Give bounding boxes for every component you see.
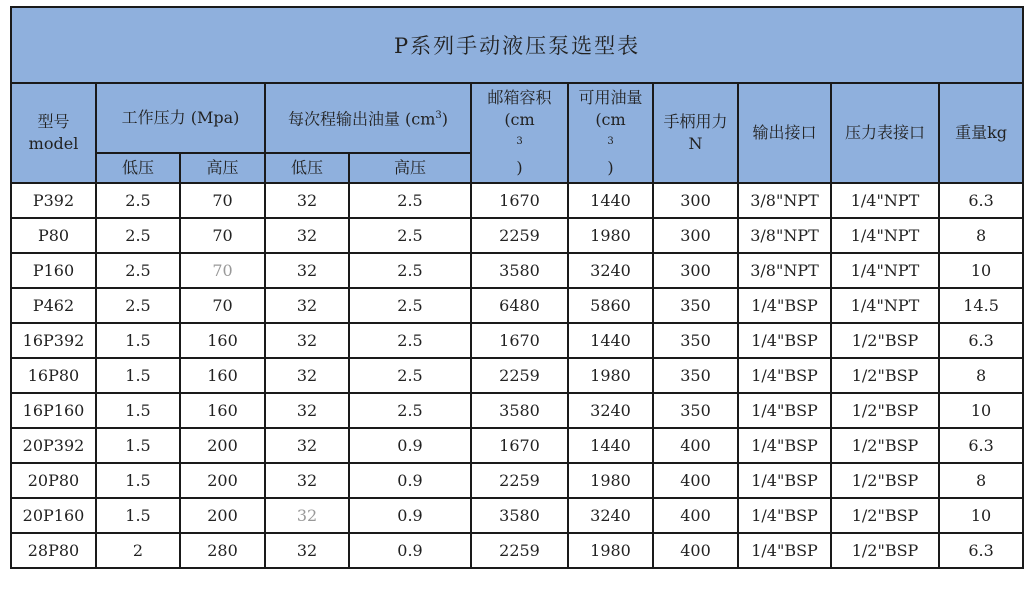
cell-handle-force: 400 [653, 498, 738, 533]
cell-usable-oil: 1440 [568, 323, 653, 358]
cell-usable-oil: 5860 [568, 288, 653, 323]
table-row [11, 463, 1023, 498]
cell-usable-oil: 3240 [568, 498, 653, 533]
cell-gauge-port: 1/2"BSP [831, 428, 939, 463]
cell-oil-low: 32 [265, 288, 349, 323]
cell-gauge-port: 1/4"NPT [831, 253, 939, 288]
cell-oil-high: 2.5 [349, 183, 471, 218]
cell-outlet-port: 1/4"BSP [738, 463, 831, 498]
cell-pressure-high: 70 [180, 253, 265, 288]
spec-sheet [10, 6, 1022, 582]
header-model-cn: 型号 [37, 112, 70, 131]
table-row [11, 218, 1023, 253]
cell-pressure-high: 70 [180, 218, 265, 253]
table-row [11, 323, 1023, 358]
cell-weight: 8 [939, 218, 1023, 253]
cell-gauge-port: 1/2"BSP [831, 323, 939, 358]
header-oil-sup: 3 [435, 110, 442, 122]
cell-oil-high: 2.5 [349, 288, 471, 323]
cell-oil-high: 0.9 [349, 463, 471, 498]
header-usable-unit-text: (cm [595, 110, 626, 130]
cell-weight: 10 [939, 498, 1023, 533]
cell-usable-oil: 1980 [568, 218, 653, 253]
cell-usable-oil: 3240 [568, 253, 653, 288]
cell-gauge-port: 1/2"BSP [831, 463, 939, 498]
cell-handle-force: 350 [653, 358, 738, 393]
cell-tank-volume: 1670 [471, 323, 568, 358]
cell-pressure-low: 1.5 [96, 428, 180, 463]
cell-oil-high: 2.5 [349, 393, 471, 428]
cell-weight: 6.3 [939, 323, 1023, 358]
header-tank-cn: 邮箱容积 [487, 88, 552, 108]
cell-handle-force: 400 [653, 428, 738, 463]
cell-tank-volume: 2259 [471, 358, 568, 393]
header-usable-close: ) [607, 157, 614, 177]
header-oil-low: 低压 [265, 153, 349, 183]
cell-outlet-port: 3/8"NPT [738, 183, 831, 218]
cell-pressure-high: 70 [180, 288, 265, 323]
cell-weight: 6.3 [939, 183, 1023, 218]
cell-oil-low: 32 [265, 183, 349, 218]
cell-model: 16P392 [11, 323, 96, 358]
cell-outlet-port: 1/4"BSP [738, 393, 831, 428]
cell-model: P160 [11, 253, 96, 288]
cell-handle-force: 350 [653, 323, 738, 358]
cell-usable-oil: 1980 [568, 358, 653, 393]
cell-tank-volume: 1670 [471, 428, 568, 463]
cell-pressure-low: 1.5 [96, 358, 180, 393]
cell-oil-low: 32 [265, 498, 349, 533]
header-pressure-high: 高压 [180, 153, 265, 183]
cell-usable-oil: 1980 [568, 533, 653, 568]
cell-oil-low: 32 [265, 533, 349, 568]
cell-gauge-port: 1/2"BSP [831, 533, 939, 568]
cell-outlet-port: 1/4"BSP [738, 428, 831, 463]
header-handle-cn: 手柄用力 [663, 112, 728, 131]
header-outlet: 输出接口 [738, 83, 831, 183]
cell-gauge-port: 1/4"NPT [831, 183, 939, 218]
cell-outlet-port: 3/8"NPT [738, 218, 831, 253]
cell-outlet-port: 1/4"BSP [738, 358, 831, 393]
cell-pressure-high: 160 [180, 358, 265, 393]
cell-weight: 8 [939, 358, 1023, 393]
cell-usable-oil: 1980 [568, 463, 653, 498]
cell-handle-force: 300 [653, 183, 738, 218]
header-gauge: 压力表接口 [831, 83, 939, 183]
cell-gauge-port: 1/2"BSP [831, 358, 939, 393]
cell-tank-volume: 6480 [471, 288, 568, 323]
cell-gauge-port: 1/2"BSP [831, 393, 939, 428]
header-oil-text: 每次程输出油量 (cm [287, 109, 436, 129]
header-usable-cn: 可用油量 [578, 88, 643, 108]
cell-outlet-port: 1/4"BSP [738, 498, 831, 533]
header-handle-unit: N [688, 134, 703, 153]
header-tank-unit [472, 109, 567, 178]
cell-model: 16P160 [11, 393, 96, 428]
cell-gauge-port: 1/4"NPT [831, 288, 939, 323]
cell-tank-volume: 3580 [471, 253, 568, 288]
header-pressure: 工作压力 (Mpa) [96, 83, 265, 153]
cell-handle-force: 400 [653, 533, 738, 568]
cell-gauge-port: 1/4"NPT [831, 218, 939, 253]
cell-pressure-low: 2 [96, 533, 180, 568]
cell-usable-oil: 3240 [568, 393, 653, 428]
cell-oil-low: 32 [265, 428, 349, 463]
cell-oil-low: 32 [265, 218, 349, 253]
header-weight: 重量kg [939, 83, 1023, 183]
header-oil-output [265, 83, 471, 153]
cell-pressure-high: 70 [180, 183, 265, 218]
cell-pressure-high: 200 [180, 498, 265, 533]
cell-outlet-port: 1/4"BSP [738, 533, 831, 568]
header-model-en: model [28, 134, 79, 153]
header-usable-sup: 3 [607, 136, 614, 148]
cell-oil-high: 2.5 [349, 218, 471, 253]
cell-weight: 10 [939, 393, 1023, 428]
header-tank [471, 83, 568, 183]
cell-tank-volume: 3580 [471, 498, 568, 533]
cell-tank-volume: 3580 [471, 393, 568, 428]
header-pressure-low: 低压 [96, 153, 180, 183]
table-row [11, 358, 1023, 393]
table-row [11, 393, 1023, 428]
cell-handle-force: 300 [653, 253, 738, 288]
cell-tank-volume: 1670 [471, 183, 568, 218]
cell-pressure-low: 1.5 [96, 498, 180, 533]
cell-model: 16P80 [11, 358, 96, 393]
cell-tank-volume: 2259 [471, 463, 568, 498]
cell-pressure-low: 1.5 [96, 393, 180, 428]
cell-model: P462 [11, 288, 96, 323]
cell-pressure-high: 280 [180, 533, 265, 568]
cell-handle-force: 350 [653, 393, 738, 428]
cell-model: P80 [11, 218, 96, 253]
cell-model: P392 [11, 183, 96, 218]
table-body [11, 183, 1023, 568]
header-tank-sup: 3 [516, 136, 523, 148]
cell-pressure-low: 2.5 [96, 218, 180, 253]
cell-usable-oil: 1440 [568, 428, 653, 463]
cell-handle-force: 300 [653, 218, 738, 253]
cell-oil-high: 2.5 [349, 358, 471, 393]
cell-weight: 14.5 [939, 288, 1023, 323]
header-usable [568, 83, 653, 183]
table-row [11, 533, 1023, 568]
header-tank-close: ) [516, 157, 523, 177]
cell-outlet-port: 1/4"BSP [738, 288, 831, 323]
header-model [11, 83, 96, 183]
cell-oil-high: 2.5 [349, 323, 471, 358]
cell-handle-force: 350 [653, 288, 738, 323]
cell-pressure-low: 2.5 [96, 288, 180, 323]
header-oil-close: ) [441, 109, 449, 129]
table-row [11, 183, 1023, 218]
cell-weight: 6.3 [939, 428, 1023, 463]
cell-pressure-low: 1.5 [96, 323, 180, 358]
header-handle [653, 83, 738, 183]
cell-handle-force: 400 [653, 463, 738, 498]
cell-pressure-high: 160 [180, 323, 265, 358]
cell-pressure-high: 200 [180, 428, 265, 463]
selection-table [10, 6, 1024, 569]
cell-oil-high: 2.5 [349, 253, 471, 288]
cell-pressure-low: 1.5 [96, 463, 180, 498]
cell-tank-volume: 2259 [471, 533, 568, 568]
table-row [11, 498, 1023, 533]
table-row [11, 428, 1023, 463]
cell-tank-volume: 2259 [471, 218, 568, 253]
cell-oil-low: 32 [265, 393, 349, 428]
cell-pressure-low: 2.5 [96, 183, 180, 218]
cell-weight: 8 [939, 463, 1023, 498]
cell-oil-high: 0.9 [349, 498, 471, 533]
cell-model: 20P80 [11, 463, 96, 498]
header-usable-unit [569, 109, 652, 178]
cell-gauge-port: 1/2"BSP [831, 498, 939, 533]
cell-model: 28P80 [11, 533, 96, 568]
cell-model: 20P160 [11, 498, 96, 533]
cell-outlet-port: 1/4"BSP [738, 323, 831, 358]
cell-weight: 10 [939, 253, 1023, 288]
cell-oil-low: 32 [265, 358, 349, 393]
table-row [11, 288, 1023, 323]
table-title: P系列手动液压泵选型表 [11, 7, 1023, 83]
header-tank-unit-text: (cm [504, 110, 535, 130]
cell-outlet-port: 3/8"NPT [738, 253, 831, 288]
header-oil-high: 高压 [349, 153, 471, 183]
cell-oil-low: 32 [265, 463, 349, 498]
cell-pressure-high: 160 [180, 393, 265, 428]
cell-weight: 6.3 [939, 533, 1023, 568]
cell-oil-low: 32 [265, 323, 349, 358]
cell-usable-oil: 1440 [568, 183, 653, 218]
cell-oil-high: 0.9 [349, 428, 471, 463]
table-row [11, 253, 1023, 288]
cell-pressure-high: 200 [180, 463, 265, 498]
cell-model: 20P392 [11, 428, 96, 463]
cell-pressure-low: 2.5 [96, 253, 180, 288]
cell-oil-low: 32 [265, 253, 349, 288]
cell-oil-high: 0.9 [349, 533, 471, 568]
